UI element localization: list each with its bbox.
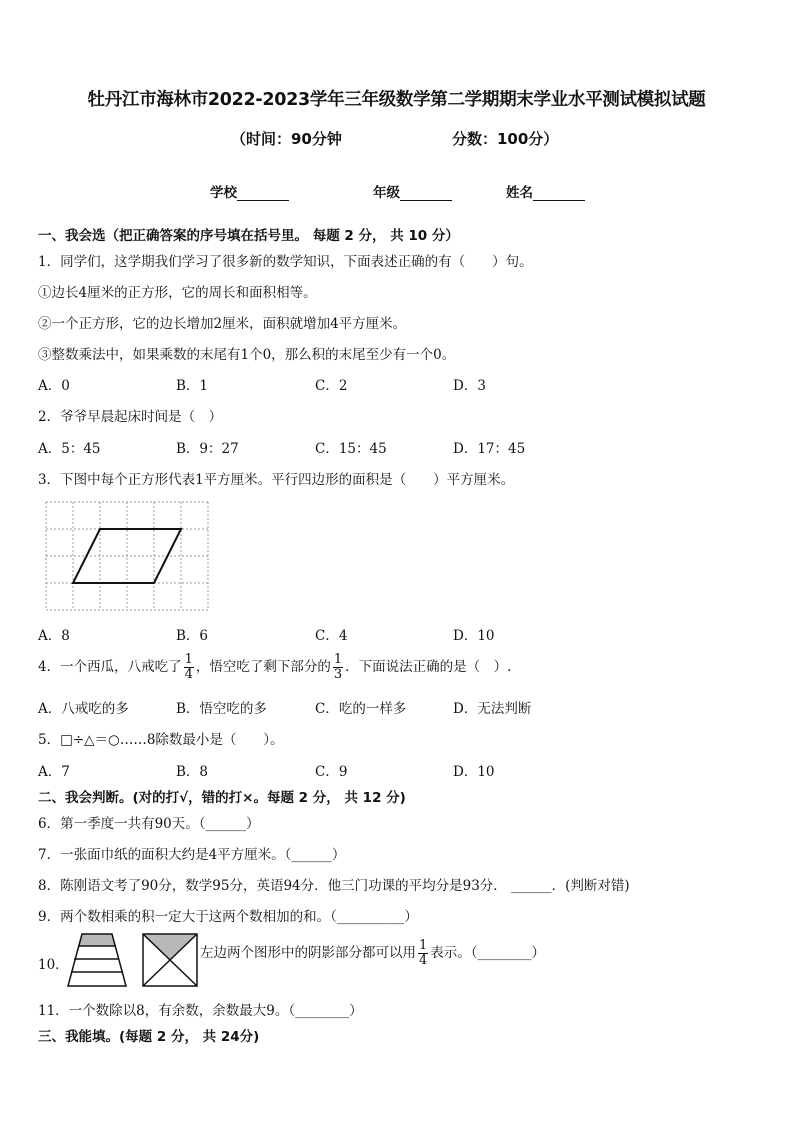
- grade-label: 年级: [373, 185, 400, 201]
- grade-blank[interactable]: [400, 186, 452, 201]
- q1-option-c[interactable]: C．2: [315, 378, 348, 394]
- grid-lines: [46, 502, 208, 610]
- q4-option-b[interactable]: B．悟空吃的多: [176, 701, 267, 717]
- grid-parallelogram-figure: [44, 500, 210, 612]
- q2-option-d[interactable]: D．17：45: [453, 441, 526, 457]
- grade-field[interactable]: [373, 181, 452, 201]
- q10-text-tail: 表示。（________）: [430, 945, 546, 961]
- q10-text-a: 左边两个图形中的阴影部分都可以用: [200, 945, 416, 961]
- square-diagonal-figure: [141, 932, 199, 988]
- school-blank[interactable]: [237, 186, 289, 201]
- page-title: 牡丹江市海林市2022-2023学年三年级数学第二学期期末学业水平测试模拟试题: [87, 90, 706, 110]
- fraction-numerator: 1: [333, 652, 343, 667]
- q2-option-c[interactable]: C．15：45: [315, 441, 387, 457]
- q1-stem: 1．同学们，这学期我们学习了很多新的数学知识，下面表述正确的有（ ）句。: [38, 254, 533, 270]
- shaded-part: [78, 934, 116, 946]
- q1-option-b[interactable]: B．1: [176, 378, 209, 394]
- fraction-one-third: [333, 653, 343, 682]
- q1-statement-1: ①边长4厘米的正方形，它的周长和面积相等。: [38, 285, 317, 301]
- q10-text: [200, 938, 545, 968]
- q10-number: 10．: [38, 957, 69, 973]
- q4-stem: [38, 652, 511, 682]
- q5-option-b[interactable]: B．8: [176, 764, 209, 780]
- q5-option-a[interactable]: A．7: [38, 764, 70, 780]
- q1-statement-3: ③整数乘法中，如果乘数的末尾有1个0，那么积的末尾至少有一个0。: [38, 347, 456, 363]
- fraction-denominator: 4: [419, 953, 428, 968]
- name-blank[interactable]: [533, 186, 585, 201]
- q9-text: 9．两个数相乘的积一定大于这两个数相加的和。（__________）: [38, 909, 418, 925]
- fraction-numerator: 1: [419, 938, 428, 953]
- q4-text-c: ．下面说法正确的是（ ）.: [345, 659, 512, 675]
- q1-statement-2: ②一个正方形，它的边长增加2厘米，面积就增加4平方厘米。: [38, 316, 407, 332]
- q3-option-c[interactable]: C．4: [315, 628, 348, 644]
- fraction-denominator: 3: [333, 667, 343, 682]
- q2-option-b[interactable]: B．9：27: [176, 441, 239, 457]
- trapezoid-figure: [66, 932, 128, 988]
- q3-option-d[interactable]: D．10: [453, 628, 495, 644]
- q4-option-a[interactable]: A．八戒吃的多: [38, 701, 129, 717]
- name-field[interactable]: [506, 181, 585, 201]
- q11-text: 11．一个数除以8，有余数，余数最大9。（________）: [38, 1003, 363, 1019]
- q2-stem: 2．爷爷早晨起床时间是（ ）: [38, 409, 223, 425]
- q4-text-b: ，悟空吃了剩下部分的: [195, 659, 331, 675]
- name-label: 姓名: [506, 185, 533, 201]
- section-3-heading: 三、我能填。(每题 2 分， 共 24分): [38, 1029, 260, 1045]
- q6-text: 6．第一季度一共有90天。（______）: [38, 816, 260, 832]
- school-label: 学校: [210, 185, 237, 201]
- fraction-denominator: 4: [184, 667, 193, 682]
- fraction-numerator: 1: [184, 652, 193, 667]
- q2-option-a[interactable]: A．5：45: [38, 441, 101, 457]
- q3-stem: 3．下图中每个正方形代表1平方厘米。平行四边形的面积是（ ）平方厘米。: [38, 472, 515, 488]
- q5-stem: 5．□÷△＝○……8除数最小是（ ）。: [38, 732, 284, 748]
- q1-option-d[interactable]: D．3: [453, 378, 486, 394]
- shaded-part: [143, 934, 197, 960]
- q1-option-a[interactable]: A．0: [38, 378, 70, 394]
- q3-option-a[interactable]: A．8: [38, 628, 70, 644]
- q4-text-a: 4．一个西瓜，八戒吃了: [38, 659, 182, 675]
- school-field[interactable]: [210, 181, 289, 201]
- section-2-heading: 二、我会判断。(对的打√，错的打×。每题 2 分， 共 12 分): [38, 790, 406, 806]
- exam-time: （时间：90分钟: [231, 130, 342, 148]
- q5-option-d[interactable]: D．10: [453, 764, 495, 780]
- q4-option-c[interactable]: C．吃的一样多: [315, 701, 407, 717]
- fraction-one-quarter: [184, 653, 194, 682]
- q5-option-c[interactable]: C．9: [315, 764, 348, 780]
- q8-text: 8．陈刚语文考了90分，数学95分，英语94分．他三门功课的平均分是93分． ______．(判断对错): [38, 878, 630, 894]
- exam-score: 分数：100分）: [452, 130, 559, 148]
- q7-text: 7．一张面巾纸的面积大约是4平方厘米。（______）: [38, 847, 346, 863]
- q4-option-d[interactable]: D．无法判断: [453, 701, 532, 717]
- section-1-heading: 一、我会选（把正确答案的序号填在括号里。 每题 2 分， 共 10 分）: [38, 228, 459, 244]
- q3-option-b[interactable]: B．6: [176, 628, 209, 644]
- fraction-one-quarter: [418, 939, 428, 968]
